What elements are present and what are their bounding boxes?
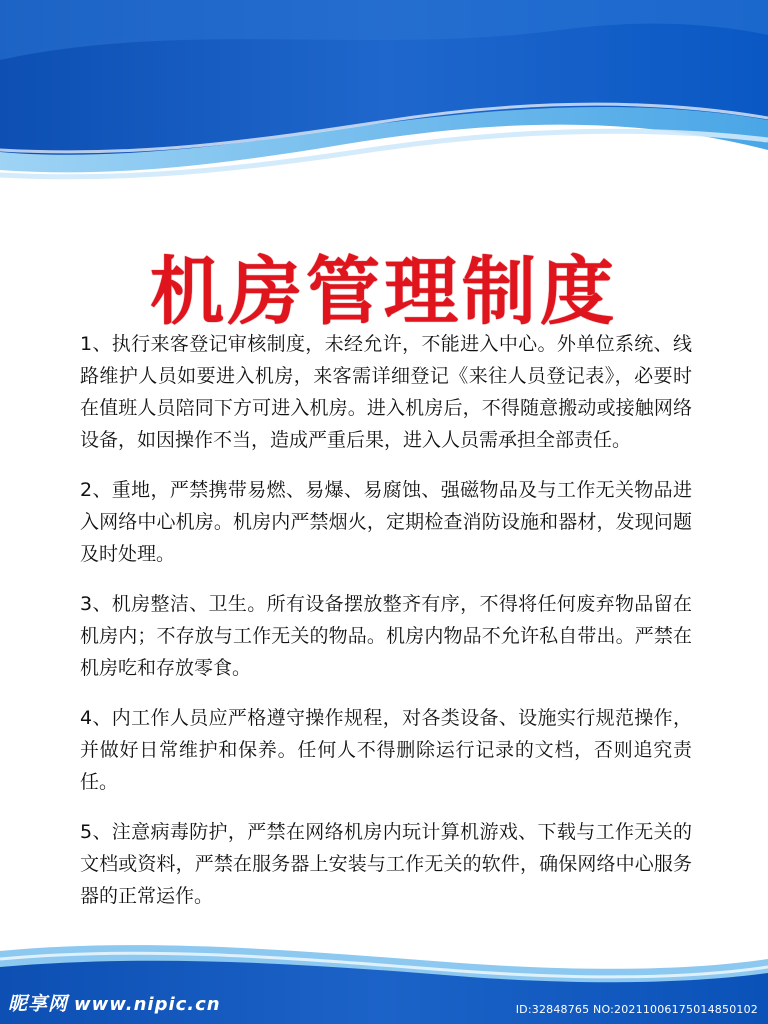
rules-list (80, 328, 692, 930)
rule-item-4: 4、内工作人员应严格遵守操作规程，对各类设备、设施实行规范操作，并做好日常维护和保养。任何人不得删除运行记录的文档，否则追究责任。 (80, 707, 692, 793)
watermark-logo (8, 989, 221, 1016)
watermark-id: ID:32848765 NO:20211006175014850102 (515, 1003, 758, 1016)
page-title: 机房管理制度 (150, 249, 618, 333)
rule-item-2: 2、重地，严禁携带易燃、易爆、易腐蚀、强磁物品及与工作无关物品进入网络中心机房。机房内严禁烟火，定期检查消防设施和器材，发现问题及时处理。 (80, 479, 692, 565)
rule-item-1: 1、执行来客登记审核制度，未经允许，不能进入中心。外单位系统、线路维护人员如要进入机房，来客需详细登记《来往人员登记表》，必要时在值班人员陪同下方可进入机房。进入机房后，不得随意搬动或接触网络设备，如因操作不当，造成严重后果，进入人员需承担全部责任。 (80, 333, 692, 451)
watermark-logo-text: 昵享网 (8, 993, 69, 1015)
header-wave-decoration (0, 0, 768, 200)
watermark-url: www.nipic.cn (74, 994, 221, 1015)
rule-item-3: 3、机房整洁、卫生。所有设备摆放整齐有序，不得将任何废弃物品留在机房内；不存放与工作无关的物品。机房内物品不允许私自带出。严禁在机房吃和存放零食。 (80, 593, 692, 679)
rule-item-5: 5、注意病毒防护，严禁在网络机房内玩计算机游戏、下载与工作无关的文档或资料，严禁在服务器上安装与工作无关的软件，确保网络中心服务器的正常运作。 (80, 821, 692, 907)
